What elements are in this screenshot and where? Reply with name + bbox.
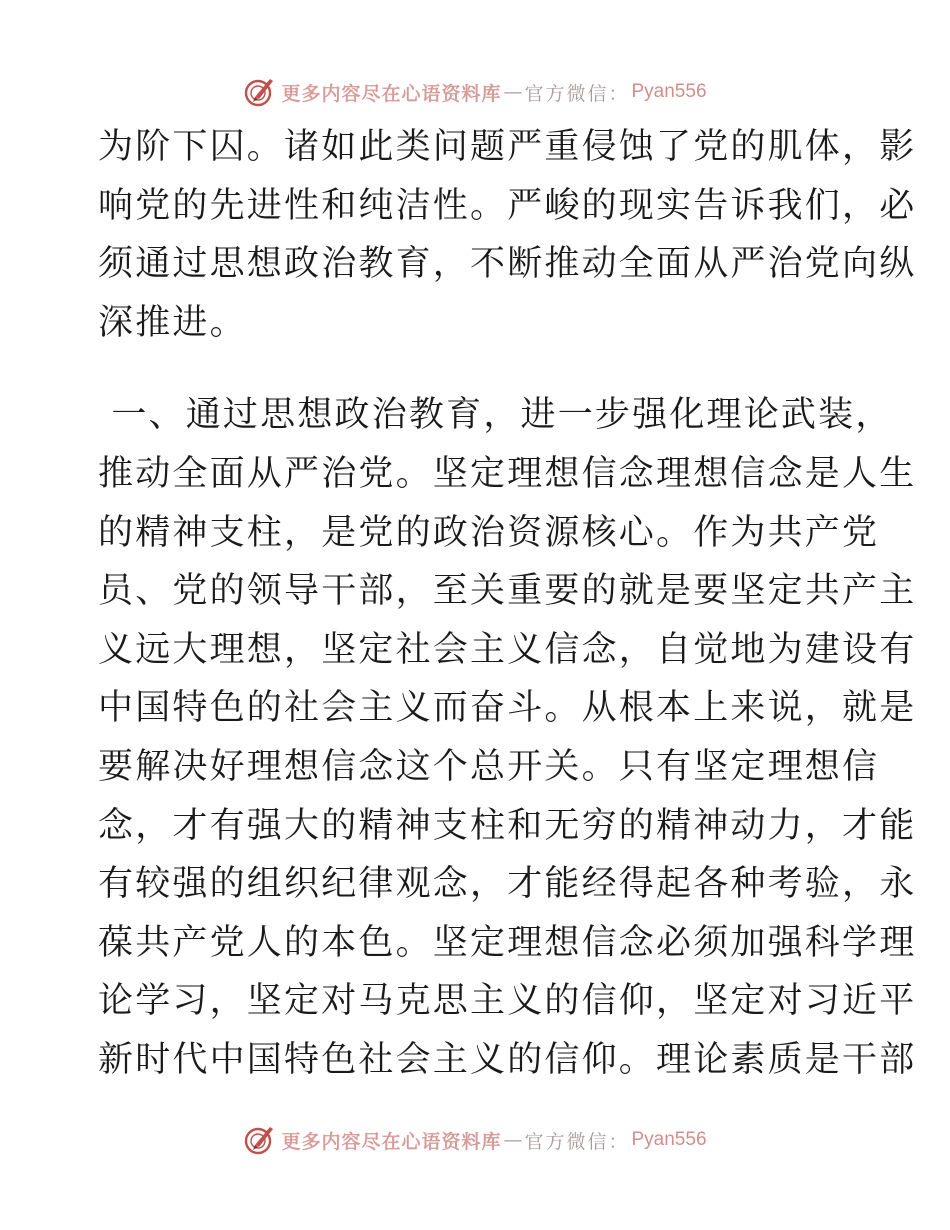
text-line: 葆共产党人的本色。坚定理想信念必须加强科学理 <box>98 922 917 963</box>
quill-logo-icon <box>243 1123 277 1157</box>
footer-watermark <box>0 1120 950 1160</box>
watermark-dash: — <box>503 1129 523 1151</box>
paragraph-gap <box>98 352 858 386</box>
text-line: 响党的先进性和纯洁性。严峻的现实告诉我们，必 <box>98 185 917 226</box>
section-heading-line: 一、通过思想政治教育，进一步强化理论武装， <box>98 395 893 436</box>
watermark-brand-text: 更多内容尽在心语资料库 <box>281 82 502 105</box>
text-line: 念，才有强大的精神支柱和无穷的精神动力，才能 <box>98 805 917 846</box>
header-watermark <box>0 72 950 112</box>
quill-logo-icon <box>243 75 277 109</box>
text-line: 员、党的领导干部，至关重要的就是要坚定共产主 <box>98 571 917 612</box>
paragraph-continuation <box>98 118 917 352</box>
text-line: 须通过思想政治教育，不断推动全面从严治党向纵 <box>98 244 917 285</box>
text-line: 推动全面从严治党。坚定理想信念理想信念是人生 <box>98 453 917 494</box>
text-line: 新时代中国特色社会主义的信仰。理论素质是干部 <box>98 1039 917 1080</box>
watermark-wechat-id: Pyan556 <box>631 1129 707 1150</box>
watermark-brand-text: 更多内容尽在心语资料库 <box>281 1130 502 1153</box>
watermark-wechat-id: Pyan556 <box>631 81 707 102</box>
text-line: 的精神支柱，是党的政治资源核心。作为共产党 <box>98 512 880 553</box>
text-line: 要解决好理想信念这个总开关。只有坚定理想信 <box>98 746 880 787</box>
watermark-official-label: 官方微信： <box>524 1130 630 1153</box>
watermark-official-label: 官方微信： <box>524 82 630 105</box>
text-line: 有较强的组织纪律观念，才能经得起各种考验，永 <box>98 864 917 905</box>
text-line: 义远大理想，坚定社会主义信念，自觉地为建设有 <box>98 629 917 670</box>
text-line: 中国特色的社会主义而奋斗。从根本上来说，就是 <box>98 688 917 729</box>
watermark-dash: — <box>503 81 523 103</box>
text-line: 论学习，坚定对马克思主义的信仰，坚定对习近平 <box>98 981 917 1022</box>
paragraph-section-one <box>98 386 917 1089</box>
document-body <box>98 118 917 1090</box>
text-line: 深推进。 <box>98 302 247 343</box>
text-line: 为阶下囚。诸如此类问题严重侵蚀了党的肌体，影 <box>98 127 917 167</box>
